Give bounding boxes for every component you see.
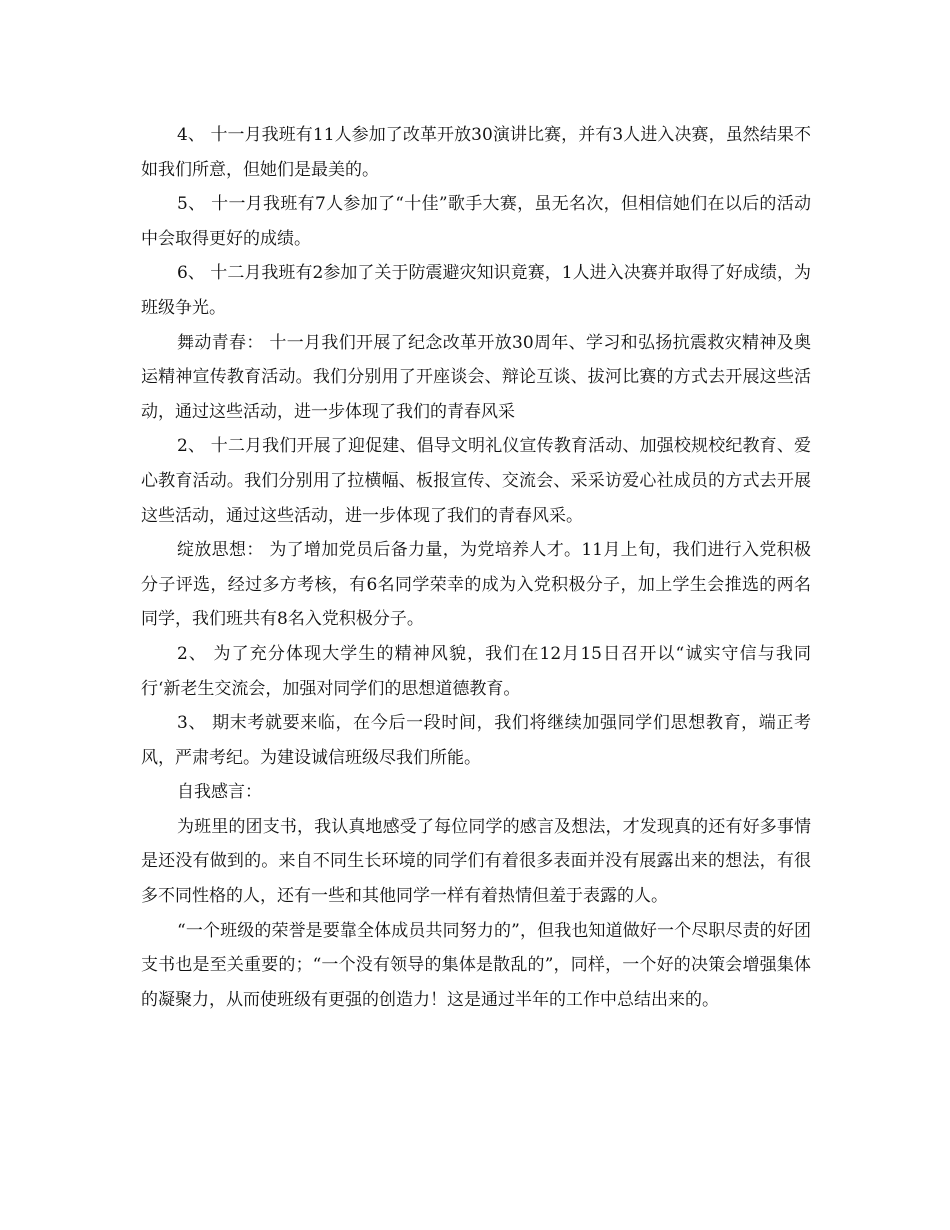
section-heading-self-reflection: 自我感言：: [177, 782, 262, 803]
paragraph-reflection-1: 为班里的团支书，我认真地感受了每位同学的感言及想法，才发现真的还有好多事情是还没有做到的。来自不同生长环境的同学们有着很多表面并没有展露出来的想法，有很多不同性格的人，还有一些和其他同学一样有着热情但羞于表露的人。: [141, 816, 811, 907]
paragraph-final-exam: 3、 期末考就要来临，在今后一段时间，我们将继续加强同学们思想教育，端正考风，严肃考纪。为建设诚信班级尽我们所能。: [141, 713, 811, 768]
paragraph-december-activities: 2、 十二月我们开展了迎促建、倡导文明礼仪宣传教育活动、加强校规校纪教育、爱心教育活动。我们分别用了拉横幅、板报宣传、交流会、采采访爱心社成员的方式去开展这些活动，通过这些活动，进一步体现了我们的青春风采。: [141, 436, 811, 526]
document-body: [141, 118, 811, 1017]
paragraph-dancing-youth: 舞动青春： 十一月我们开展了纪念改革开放30周年、学习和弘扬抗震救灾精神及奥运精神宣传教育活动。我们分别用了开座谈会、辩论互谈、拔河比赛的方式去开展这些活动，通过这些活动，进一步体现了我们的青春风采: [141, 332, 811, 422]
paragraph-item-4: 4、 十一月我班有11人参加了改革开放30演讲比赛，并有3人进入决赛，虽然结果不如我们所意，但她们是最美的。: [141, 125, 811, 180]
paragraph-item-6: 6、 十二月我班有2参加了关于防震避灾知识竟赛，1人进入决赛并取得了好成绩，为班级争光。: [141, 263, 811, 318]
paragraph-blooming-thoughts: 绽放思想： 为了增加党员后备力量，为党培养人才。11月上旬，我们进行入党积极分子评选，经过多方考核，有6名同学荣幸的成为入党积极分子，加上学生会推选的两名同学，我们班共有8名入党积极分子。: [141, 540, 811, 630]
paragraph-honesty-meeting: 2、 为了充分体现大学生的精神风貌，我们在12月15日召开以“诚实守信与我同行‘新老生交流会，加强对同学们的思想道德教育。: [141, 643, 811, 699]
paragraph-item-5: 5、 十一月我班有7人参加了“十佳”歌手大赛，虽无名次，但相信她们在以后的活动中会取得更好的成绩。: [141, 194, 811, 249]
paragraph-reflection-2: “一个班级的荣誉是要靠全体成员共同努力的”，但我也知道做好一个尽职尽责的好团支书也是至关重要的；“一个没有领导的集体是散乱的”，同样，一个好的决策会增强集体的凝聚力，从而使班级有更强的创造力！这是通过半年的工作中总结出来的。: [141, 920, 811, 1010]
